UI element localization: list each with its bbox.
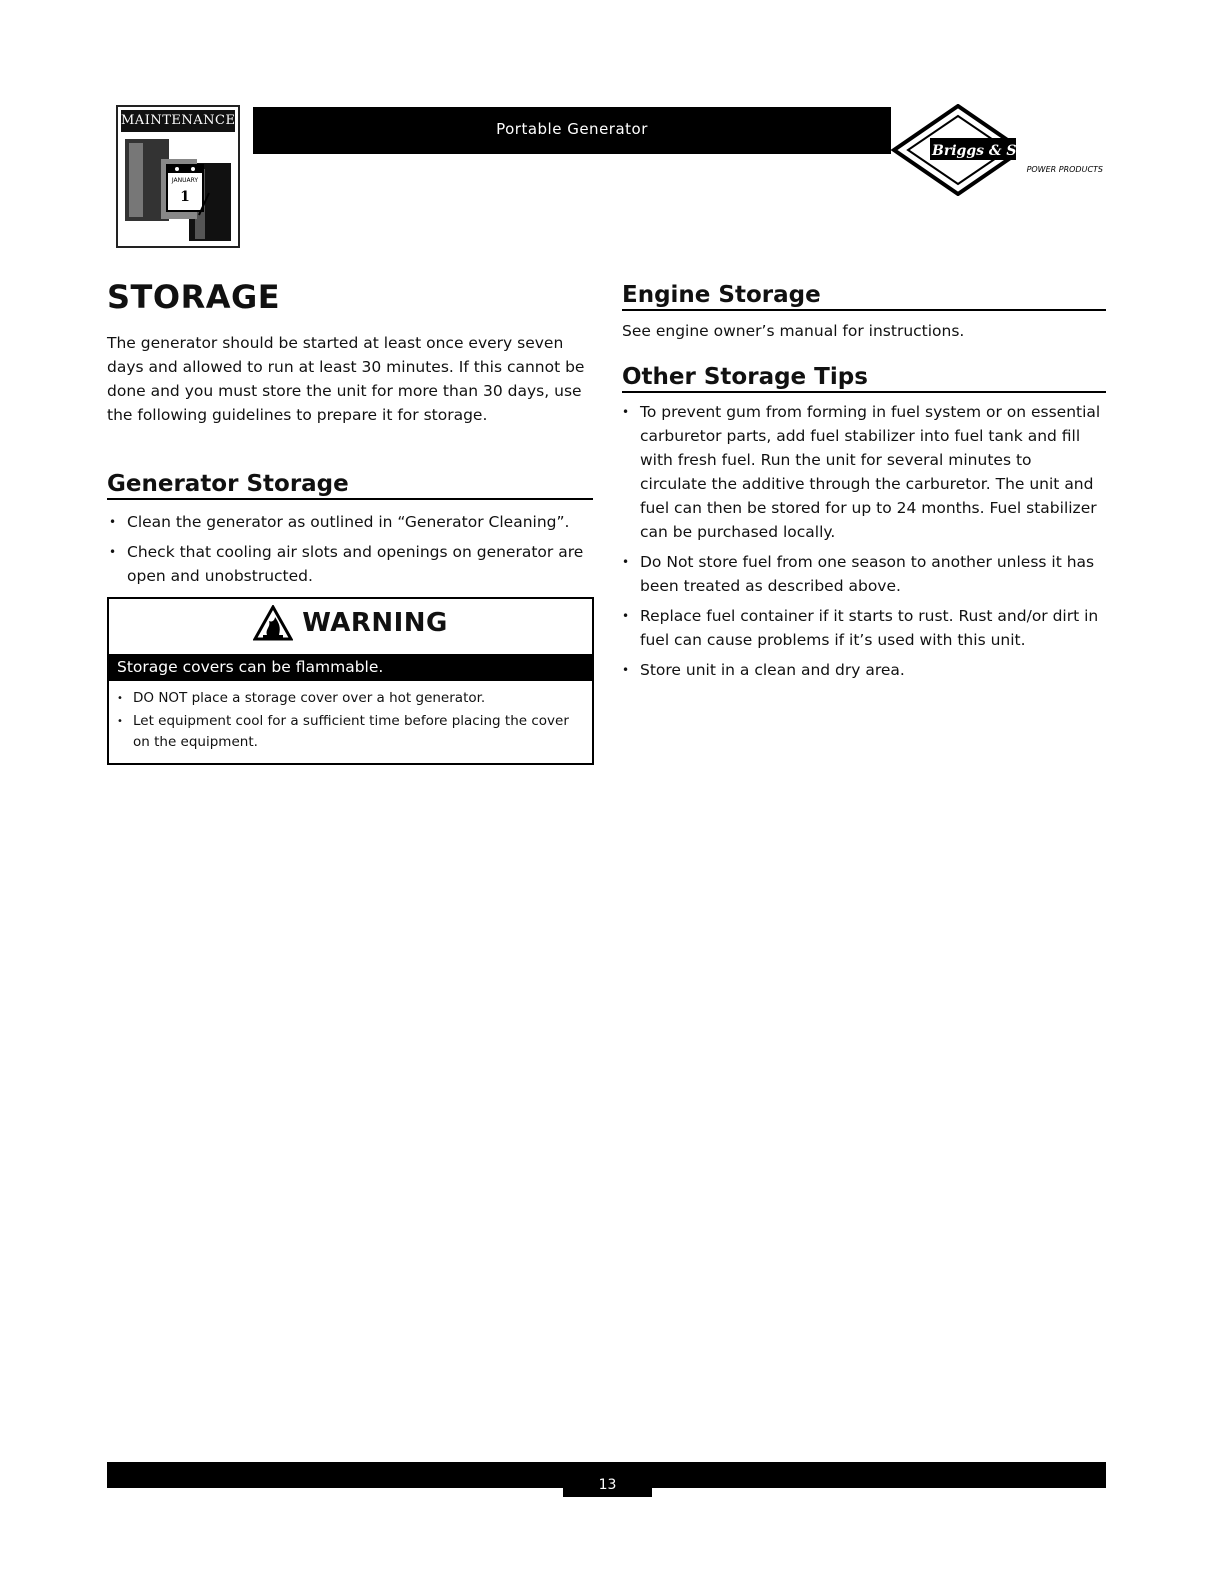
list-item: • Let equipment cool for a sufficient time before placing the cover on the equipment. <box>117 711 584 753</box>
logo-brand: Briggs & Stratton <box>932 143 1072 159</box>
page-title: STORAGE <box>107 278 281 316</box>
logo-tagline: POWER PRODUCTS <box>1026 165 1103 174</box>
engine-storage-heading: Engine Storage <box>622 282 1106 311</box>
list-item: • Clean the generator as outlined in “Generator Cleaning”. <box>109 510 595 534</box>
other-storage-tips-list <box>622 400 1102 688</box>
warning-label: WARNING <box>302 608 448 638</box>
warning-box <box>107 597 594 765</box>
header-title: Portable Generator <box>496 120 648 138</box>
page-number: 13 <box>563 1470 652 1497</box>
list-item: • DO NOT place a storage cover over a hot generator. <box>117 688 584 709</box>
list-item: • Replace fuel container if it starts to rust. Rust and/or dirt in fuel can cause problems if it’s used with this unit. <box>622 604 1102 652</box>
generator-storage-heading: Generator Storage <box>107 471 593 500</box>
briggs-stratton-logo <box>888 104 1113 196</box>
maintenance-badge <box>116 105 240 248</box>
badge-label: MAINTENANCE <box>121 110 235 132</box>
other-storage-tips-heading: Other Storage Tips <box>622 364 1106 393</box>
calendar-month: JANUARY <box>171 177 199 184</box>
fire-hazard-icon <box>253 605 293 641</box>
list-item: • Store unit in a clean and dry area. <box>622 658 1102 682</box>
storage-intro: The generator should be started at least once every seven days and allowed to run at least 30 minutes. If this cannot be done and you must store the unit for more than 30 days, use the following guidelines to prepare it for storage. <box>107 334 585 424</box>
engine-storage-text: See engine owner’s manual for instructions. <box>622 322 965 340</box>
warning-list <box>117 688 584 755</box>
list-item: • Check that cooling air slots and openings on generator are open and unobstructed. <box>109 540 595 588</box>
calendar-illustration-icon <box>121 135 235 243</box>
list-item: • To prevent gum from forming in fuel system or on essential carburetor parts, add fuel stabilizer into fuel tank and fill with fresh fuel. Run the unit for several minutes to circulate the additive through the carburetor. The unit and fuel can then be stored for up to 24 months. Fuel stabilizer can be purchased locally. <box>622 400 1102 544</box>
warning-band: Storage covers can be flammable. <box>109 654 592 681</box>
header-bar <box>253 107 891 154</box>
list-item: • Do Not store fuel from one season to another unless it has been treated as described above. <box>622 550 1102 598</box>
calendar-day: 1 <box>180 189 190 205</box>
warning-header <box>109 605 592 651</box>
generator-storage-list <box>109 510 595 594</box>
